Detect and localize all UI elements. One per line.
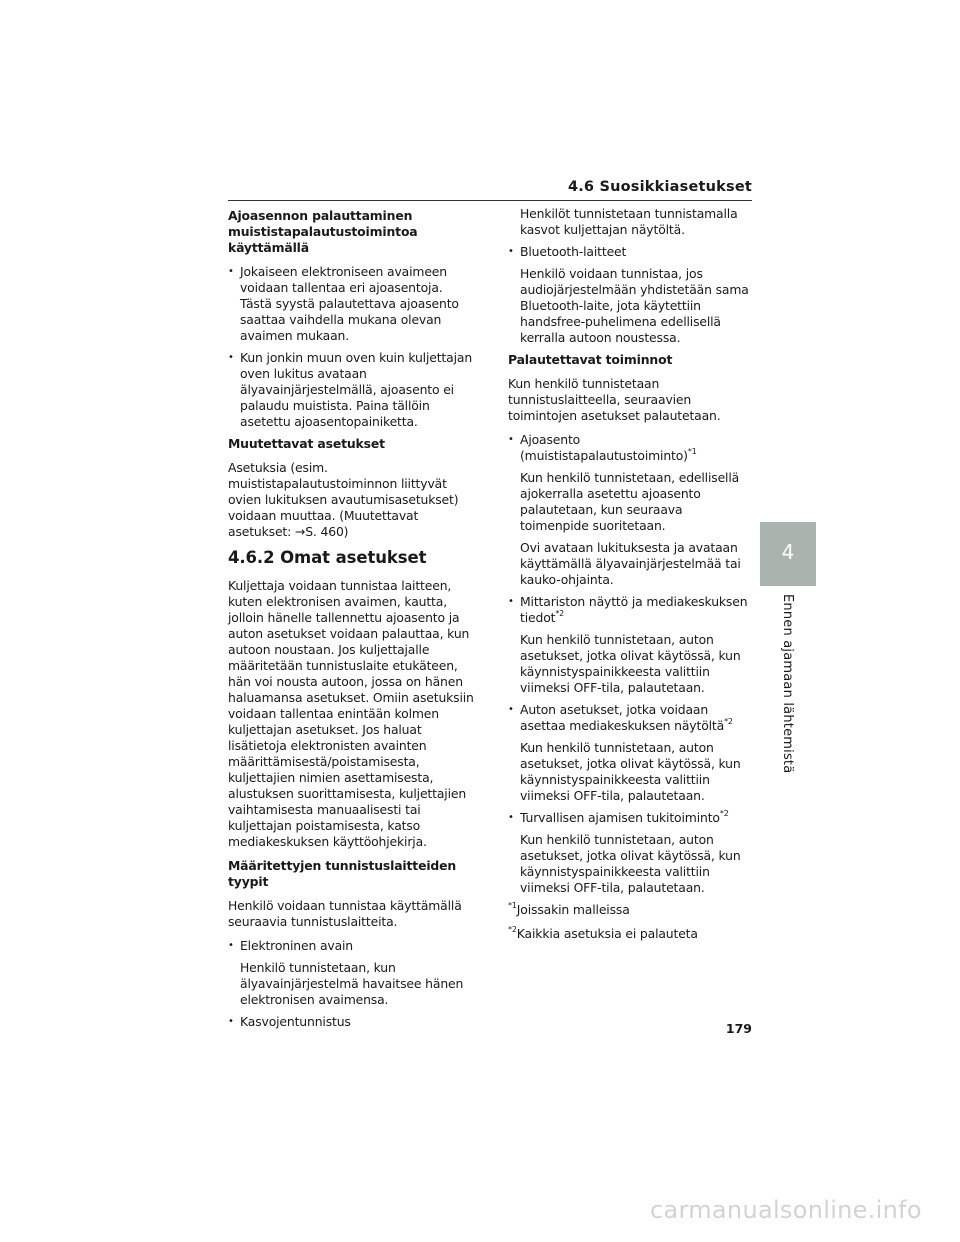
page-number: 179 (725, 1021, 752, 1036)
bullet-driving-position-desc: Kun henkilö tunnistetaan, edellisellä ajokerralla asetettu ajoasento palautetaan, kun seuraava toimenpide suoritetaan. (520, 470, 740, 533)
bullet-keys: • Jokaiseen elektroniseen avaimeen voidaan tallentaa eri ajoasentoja. Tästä syystä palautettava ajoasento saattaa vaihdella mukana olevan avaimen mukaan. (228, 264, 474, 344)
subheading-changeable-settings: Muutettavat asetukset (228, 436, 385, 451)
bullet-driving-position-desc-2: Ovi avataan lukituksesta ja avataan käyttämällä älyavainjärjestelmää tai kauko-ohjainta. (520, 540, 741, 587)
bullet-other-door: • Kun jonkin muun oven kuin kuljettajan oven lukitus avataan älyavainjärjestelmällä, ajoasento ei palaudu muistista. Paina tällöin asetettu ajoasentopainiketta. (228, 350, 474, 430)
bullet-vehicle-settings-desc: Kun henkilö tunnistetaan, auton asetukset, jotka olivat käytössä, kun käynnistyspainikkeesta valittiin viimeksi OFF-tila, palautetaan. (520, 740, 741, 803)
footnote-ref: *2 (555, 609, 565, 618)
bullet-vehicle-settings: • Auton asetukset, jotka voidaan asettaa mediakeskuksen näytöltä$^{*2}$ (508, 702, 754, 734)
subheading-restored-functions: Palautettavat toiminnot (508, 352, 673, 367)
bullet-electronic-key-desc: Henkilö tunnistetaan, kun älyavainjärjestelmä havaitsee hänen elektronisen avaimensa. (240, 960, 464, 1007)
right-column (508, 208, 754, 950)
bullet-electronic-key: • Elektroninen avain (228, 938, 474, 954)
face-recognition-desc: Henkilöt tunnistetaan tunnistamalla kasvot kuljettajan näytöltä. (520, 206, 738, 237)
subheading-device-types: Määritettyjen tunnistuslaitteiden tyypit (228, 858, 457, 889)
footnote-2: $^{*2}$Kaikkia asetuksia ei palauteta (508, 925, 698, 941)
left-column (228, 208, 474, 1036)
chapter-number: 4 (781, 540, 795, 564)
section-title: 4.6.2 Omat asetukset (228, 548, 427, 567)
bullet-bluetooth-desc: Henkilö voidaan tunnistaa, jos audiojärjestelmään yhdistetään sama Bluetooth-laite, jota käytettiin handsfree-puhelimena edellisellä kerralla autoon noustessa. (520, 266, 749, 345)
bullet-face-recognition: • Kasvojentunnistus (228, 1014, 474, 1030)
paragraph-own-settings: Kuljettaja voidaan tunnistaa laitteen, kuten elektronisen avaimen, kautta, jolloin hänelle tallennettu ajoasento ja auton asetukset voidaan palauttaa, kun autoon noustaan. Jos kuljettajalle määritetään tunnistuslaite etukäteen, hän voi nousta autoon, jossa on hänen haluamansa asetukset. Omiin asetuksiin voidaan tallentaa enintään kolmen kuljettajan asetukset. Jos haluat lisätietoja elektronisten avainten määrittämisestä/poistamisesta, kuljettajien nimien asettamisesta, alustuksen suorittamisesta, kuljettajien vaihtamisesta manuaalisesti tai kuljettajan poistamisesta, katso mediakeskuksen käyttöohjekirja. (228, 578, 474, 849)
paragraph-device-types: Henkilö voidaan tunnistaa käyttämällä seuraavia tunnistuslaitteita. (228, 898, 462, 929)
footnote-ref: *2 (719, 809, 729, 818)
paragraph-changeable-settings: Asetuksia (esim. muististapalautustoiminnon liittyvät ovien lukituksen avautumisasetukset) voidaan muuttaa. (Muutettavat asetukset: →S. 460) (228, 460, 459, 539)
footnote-ref: *2 (724, 717, 733, 726)
subheading-memory-recall: Ajoasennon palauttaminen muististapalautustoimintoa käyttämällä (228, 208, 418, 255)
header-divider (228, 200, 752, 201)
footnote-1: $^{*1}$Joissakin malleissa (508, 901, 630, 917)
bullet-safe-driving-desc: Kun henkilö tunnistetaan, auton asetukset, jotka olivat käytössä, kun käynnistyspainikkeesta valittiin viimeksi OFF-tila, palautetaan. (520, 832, 741, 895)
bullet-bluetooth: • Bluetooth-laitteet (508, 244, 754, 260)
bullet-meter-display: • Mittariston näyttö ja mediakeskuksen tiedot$^{*2}$ (508, 594, 754, 626)
bullet-safe-driving: • Turvallisen ajamisen tukitoiminto$^{*2}$ (508, 810, 754, 826)
paragraph-restored-functions: Kun henkilö tunnistetaan tunnistuslaitteella, seuraavien toimintojen asetukset palautetaan. (508, 376, 721, 423)
watermark: carmanualsonline.info (650, 1196, 922, 1224)
chapter-label: Ennen ajamaan lähtemistä (780, 594, 795, 774)
bullet-meter-display-desc: Kun henkilö tunnistetaan, auton asetukset, jotka olivat käytössä, kun käynnistyspainikkeesta valittiin viimeksi OFF-tila, palautetaan. (520, 632, 741, 695)
bullet-driving-position: • Ajoasento (muististapalautustoiminto)$^{*1}$ (508, 432, 754, 464)
footnote-ref: *1 (687, 447, 697, 456)
page-header-title: 4.6 Suosikkiasetukset (567, 179, 752, 195)
